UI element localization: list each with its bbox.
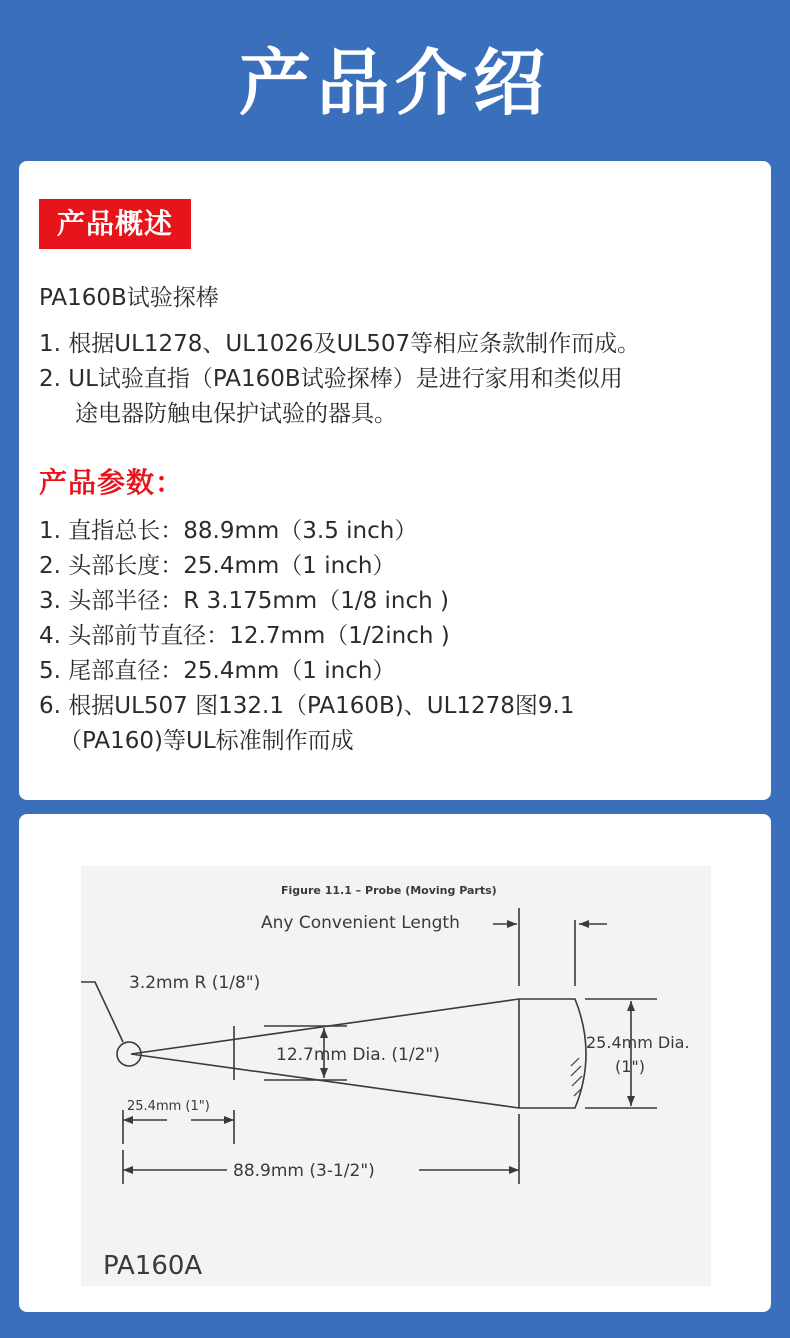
param-item: 2. 头部长度：25.4mm（1 inch） [39,553,396,579]
radius-label: 3.2mm R (1/8") [129,973,261,993]
overview-list [39,327,640,432]
mid-dia-label: 12.7mm Dia. (1/2") [276,1045,440,1065]
overview-item: 2. UL试验直指（PA160B试验探棒）是进行家用和类似用 [39,366,623,392]
probe-figure-card [19,814,771,1312]
product-info-card [19,161,771,800]
param-item: 4. 头部前节直径：12.7mm（1/2inch ) [39,623,450,649]
overview-item: 1. 根据UL1278、UL1026及UL507等相应条款制作而成。 [39,331,641,357]
param-item: 1. 直指总长：88.9mm（3.5 inch） [39,518,418,544]
end-dia-inch-label: (1") [615,1057,646,1076]
params-list [39,514,575,759]
probe-drawing [19,814,771,1312]
overview-badge: 产品概述 [39,199,191,249]
param-item: 6. 根据UL507 图132.1（PA160B)、UL1278图9.1 [39,693,575,719]
model-label: PA160A [103,1251,203,1281]
overview-item: 途电器防触电保护试验的器具。 [75,401,397,427]
product-name: PA160B试验探棒 [39,285,219,311]
total-length-label: 88.9mm (3-1/2") [233,1161,375,1181]
params-heading: 产品参数： [39,466,185,499]
tip-length-label: 25.4mm (1") [127,1099,210,1114]
length-label: Any Convenient Length [261,913,460,933]
param-item: 5. 尾部直径：25.4mm（1 inch） [39,658,396,684]
figure-caption: Figure 11.1 – Probe (Moving Parts) [281,884,497,897]
page-title: 产品介绍 [238,41,551,125]
end-dia-label: 25.4mm Dia. [586,1033,690,1052]
param-item: 3. 头部半径：R 3.175mm（1/8 inch ) [39,588,450,614]
param-item: （PA160)等UL标准制作而成 [59,728,354,754]
